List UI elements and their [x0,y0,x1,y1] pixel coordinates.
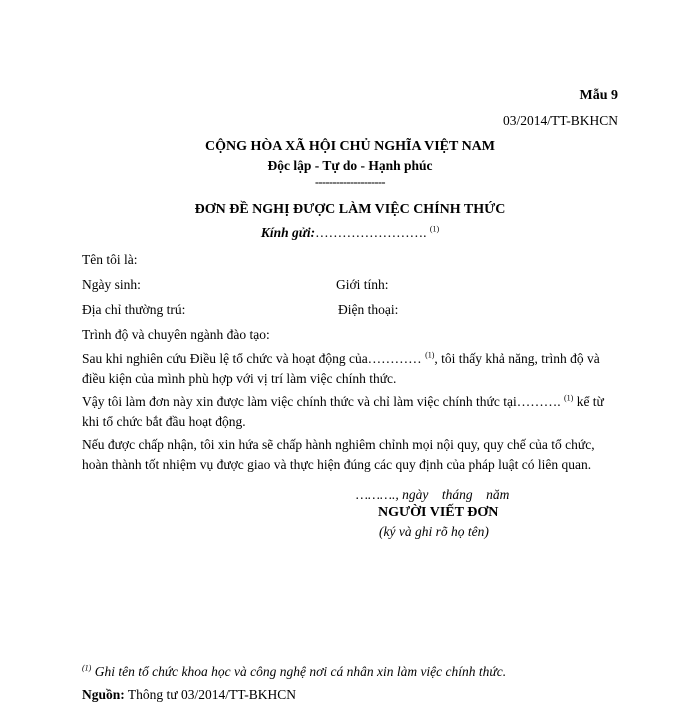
field-name: Tên tôi là: [82,252,138,267]
paragraph-3-line-2: hoàn thành tốt nhiệm vụ được giao và thực hiện đúng các quy định của pháp luật có liên quan. [82,457,592,472]
footnote [82,664,506,680]
paragraph-1-end: , tôi thấy khả năng, trình độ và [434,351,600,366]
addressee-label: Kính gửi: [260,225,316,240]
footnote-mark: (1) [429,224,440,234]
field-phone: Điện thoại: [338,302,399,317]
footnote-mark: (1) [425,350,435,360]
source-label: Nguồn: [82,687,125,702]
circular-code: 03/2014/TT-BKHCN [502,113,618,128]
field-gender: Giới tính: [336,277,389,292]
paragraph-1-line-2: điều kiện của mình phù hợp với vị trí làm việc chính thức. [82,371,397,386]
motto: Độc lập - Tự do - Hạnh phúc [267,158,433,173]
source-line [82,687,296,703]
form-number: Mẫu 9 [579,88,618,103]
paragraph-3-line-1: Nếu được chấp nhận, tôi xin hứa sẽ chấp hành nghiêm chỉnh mọi nội quy, quy chế của tổ chức, [82,437,595,452]
paragraph-2-end: kể từ [576,394,604,409]
paragraph-2-line-2: khi tổ chức bắt đầu hoạt động. [82,414,246,429]
paragraph-3 [82,435,622,475]
separator: -------------------- [315,175,385,189]
signer-title: NGƯỜI VIẾT ĐƠN [378,505,499,520]
field-address: Địa chỉ thường trú: [82,302,186,317]
footnote-mark: (1) [563,393,574,403]
paragraph-2-line-1 [82,392,622,412]
field-dob: Ngày sinh: [82,277,141,292]
footnote-mark: (1) [82,663,92,673]
signer-note: (ký và ghi rõ họ tên) [379,524,489,539]
document-title: ĐƠN ĐỀ NGHỊ ĐƯỢC LÀM VIỆC CHÍNH THỨC [194,202,506,217]
source-text: Thông tư 03/2014/TT-BKHCN [127,687,296,702]
paragraph-2 [82,392,622,432]
date-line: ………., ngày tháng năm [356,487,510,502]
paragraph-2-start: Vậy tôi làm đơn này xin được làm việc chính thức và chỉ làm việc chính thức tại………. [82,394,561,409]
footnote-text: Ghi tên tổ chức khoa học và công nghệ nơi cá nhân xin làm việc chính thức. [94,664,507,679]
addressee-line [0,225,700,241]
field-education: Trình độ và chuyên ngành đào tạo: [82,327,270,342]
paragraph-1-start: Sau khi nghiên cứu Điều lệ tổ chức và hoạt động của………… [82,351,422,366]
paragraph-1 [82,349,622,389]
addressee-dots: ……………………. [315,225,427,240]
paragraph-1-line-1 [82,349,622,369]
national-title: CỘNG HÒA XÃ HỘI CHỦ NGHĨA VIỆT NAM [204,139,495,154]
